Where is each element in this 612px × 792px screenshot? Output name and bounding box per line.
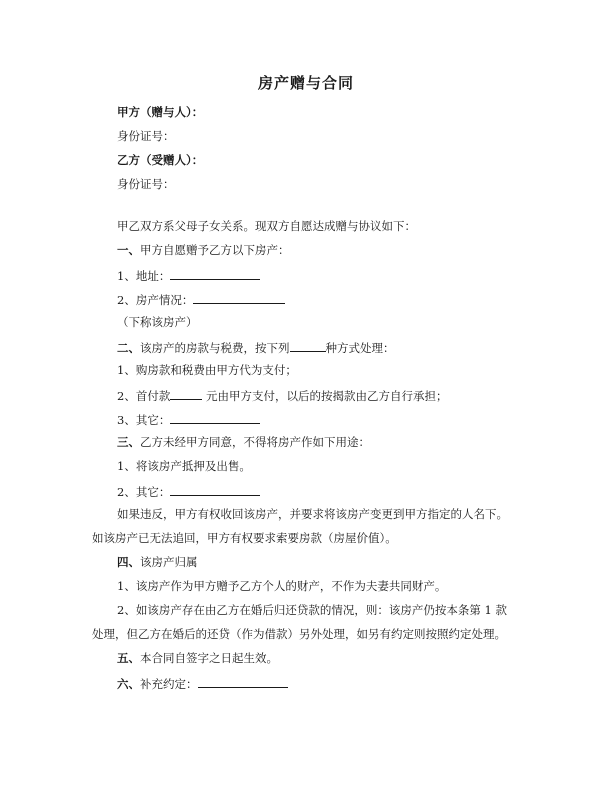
section-4-item-1: 1、该房产作为甲方赠予乙方个人的财产，不作为夫妻共同财产。	[117, 579, 447, 593]
party-b-label: 乙方（受赠人）：	[117, 153, 204, 167]
supplement-blank	[198, 674, 288, 688]
document-title: 房产赠与合同	[257, 74, 354, 92]
section-number: 五、	[117, 651, 140, 665]
section-number: 三、	[117, 435, 140, 449]
section-3-item-1: 1、将该房产抵押及出售。	[117, 459, 251, 473]
section-3-paragraph-1: 如果违反，甲方有权收回该房产，并要求将该房产变更到甲方指定的人名下。	[117, 507, 508, 521]
section-text: 该房产的房款与税费，按下列	[140, 341, 290, 355]
down-payment-blank	[170, 386, 202, 400]
section-text: 补充约定：	[140, 677, 198, 691]
item-label: 2、其它：	[117, 485, 171, 499]
item-label: 1、地址：	[117, 269, 171, 283]
section-2-item-1: 1、购房款和税费由甲方代为支付；	[117, 363, 297, 377]
section-number: 二、	[117, 341, 140, 355]
condition-blank	[193, 290, 285, 304]
item-label: 2、房产情况：	[117, 293, 194, 307]
section-4-item-2-cont: 处理，但乙方在婚后的还贷（作为借款）另外处理，如另有约定则按照约定处理。	[92, 627, 506, 641]
section-3-heading	[117, 434, 370, 450]
section-text-tail: 种方式处理：	[325, 341, 395, 355]
section-3-paragraph-2: 如该房产已无法追回，甲方有权要求索要房款（房屋价值）。	[92, 531, 397, 545]
address-blank	[170, 266, 260, 280]
item-text: 元由甲方支付，以后的按揭款由乙方自行承担；	[202, 389, 448, 403]
section-2-item-2	[117, 386, 447, 402]
section-text: 本合同自签字之日起生效。	[140, 651, 278, 665]
section-text: 甲方自愿赠予乙方以下房产：	[140, 243, 290, 257]
item-label: 2、首付款	[117, 389, 171, 403]
party-a-label: 甲方（赠与人）：	[117, 105, 204, 119]
section-text: 该房产归属	[140, 555, 198, 569]
intro-paragraph: 甲乙双方系父母子女关系。现双方自愿达成赠与协议如下：	[117, 219, 416, 233]
other-use-blank	[170, 482, 260, 496]
section-number: 一、	[117, 243, 140, 257]
section-4-heading	[117, 554, 198, 570]
section-2-heading	[117, 338, 395, 354]
section-1-note: （下称该房产）	[117, 315, 198, 329]
other-blank	[170, 410, 260, 424]
section-3-item-2	[117, 482, 260, 498]
party-a-id-label: 身份证号：	[117, 129, 175, 143]
section-2-item-3	[117, 410, 260, 426]
section-5	[117, 650, 278, 666]
section-text: 乙方未经甲方同意，不得将房产作如下用途：	[140, 435, 370, 449]
item-label: 3、其它：	[117, 413, 171, 427]
method-blank	[290, 338, 326, 352]
party-b-id-label: 身份证号：	[117, 177, 175, 191]
section-6	[117, 674, 288, 690]
section-1-item-condition	[117, 290, 285, 306]
section-4-item-2: 2、如该房产存在由乙方在婚后归还贷款的情况，则：该房产仍按本条第 1 款	[117, 603, 507, 617]
section-number: 六、	[117, 677, 140, 691]
section-1-item-address	[117, 266, 260, 282]
section-1-heading	[117, 242, 290, 258]
section-number: 四、	[117, 555, 140, 569]
